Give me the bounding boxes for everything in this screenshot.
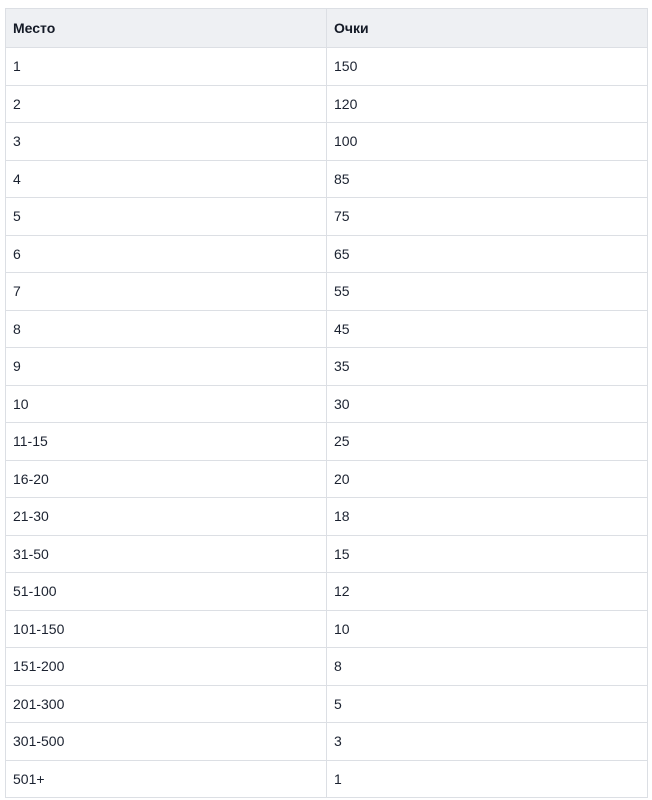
- cell-points: 85: [327, 160, 648, 198]
- cell-place: 21-30: [6, 498, 327, 536]
- table-row: [6, 385, 648, 423]
- table-row: [6, 160, 648, 198]
- cell-place: 151-200: [6, 648, 327, 686]
- column-header-points: Очки: [327, 9, 648, 48]
- cell-place: 7: [6, 273, 327, 311]
- cell-points: 3: [327, 723, 648, 761]
- cell-points: 20: [327, 460, 648, 498]
- table-row: [6, 348, 648, 386]
- cell-points: 12: [327, 573, 648, 611]
- cell-points: 35: [327, 348, 648, 386]
- cell-points: 30: [327, 385, 648, 423]
- table-header-row: [6, 9, 648, 48]
- cell-points: 8: [327, 648, 648, 686]
- cell-place: 4: [6, 160, 327, 198]
- cell-points: 10: [327, 610, 648, 648]
- table-row: [6, 423, 648, 461]
- table-row: [6, 573, 648, 611]
- cell-place: 11-15: [6, 423, 327, 461]
- cell-place: 10: [6, 385, 327, 423]
- cell-points: 25: [327, 423, 648, 461]
- cell-place: 51-100: [6, 573, 327, 611]
- table-row: [6, 498, 648, 536]
- cell-place: 501+: [6, 760, 327, 798]
- table-row: [6, 460, 648, 498]
- table-row: [6, 273, 648, 311]
- table-row: [6, 48, 648, 86]
- table-row: [6, 648, 648, 686]
- cell-points: 18: [327, 498, 648, 536]
- table-row: [6, 123, 648, 161]
- cell-place: 5: [6, 198, 327, 236]
- cell-place: 9: [6, 348, 327, 386]
- table-row: [6, 535, 648, 573]
- cell-place: 201-300: [6, 685, 327, 723]
- cell-place: 3: [6, 123, 327, 161]
- points-table: [5, 8, 648, 798]
- cell-place: 16-20: [6, 460, 327, 498]
- cell-place: 301-500: [6, 723, 327, 761]
- cell-points: 1: [327, 760, 648, 798]
- cell-points: 120: [327, 85, 648, 123]
- cell-place: 1: [6, 48, 327, 86]
- cell-place: 2: [6, 85, 327, 123]
- table-row: [6, 310, 648, 348]
- cell-points: 150: [327, 48, 648, 86]
- cell-place: 101-150: [6, 610, 327, 648]
- cell-points: 100: [327, 123, 648, 161]
- table-row: [6, 610, 648, 648]
- table-row: [6, 235, 648, 273]
- table-row: [6, 685, 648, 723]
- cell-points: 15: [327, 535, 648, 573]
- cell-points: 55: [327, 273, 648, 311]
- cell-place: 8: [6, 310, 327, 348]
- cell-points: 45: [327, 310, 648, 348]
- cell-place: 31-50: [6, 535, 327, 573]
- cell-points: 65: [327, 235, 648, 273]
- cell-place: 6: [6, 235, 327, 273]
- cell-points: 5: [327, 685, 648, 723]
- table-row: [6, 760, 648, 798]
- cell-points: 75: [327, 198, 648, 236]
- column-header-place: Место: [6, 9, 327, 48]
- table-row: [6, 198, 648, 236]
- table-row: [6, 85, 648, 123]
- table-row: [6, 723, 648, 761]
- table-body: [6, 48, 648, 798]
- points-table-container: [5, 8, 647, 798]
